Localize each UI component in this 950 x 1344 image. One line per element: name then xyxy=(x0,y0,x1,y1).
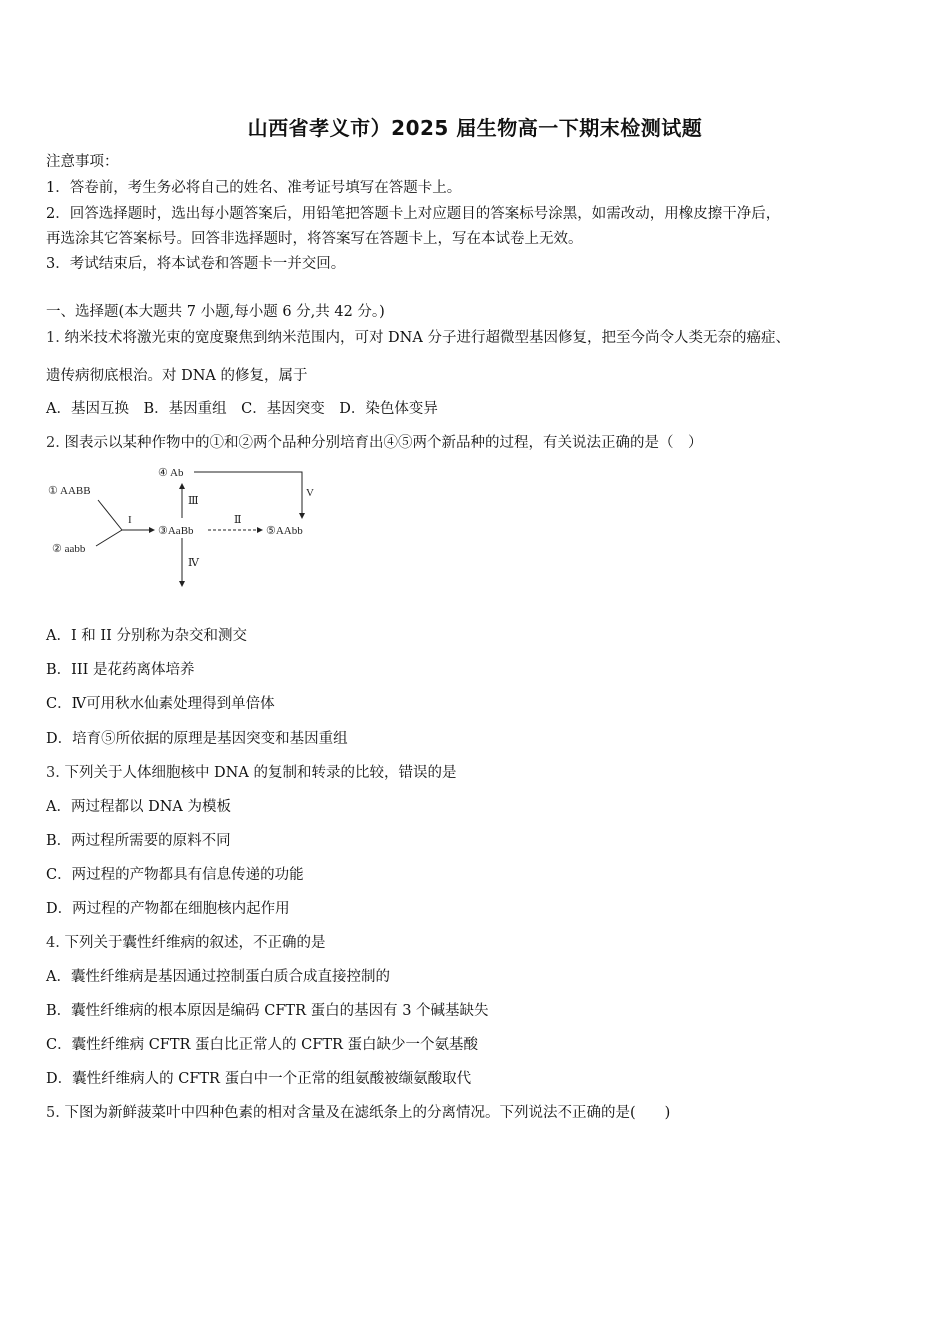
notice-heading: 注意事项： xyxy=(46,154,119,170)
step-label-2: Ⅱ xyxy=(234,514,242,526)
node-aabb-parent: ① AABB xyxy=(48,485,91,497)
cross-line-2 xyxy=(96,530,122,546)
page-title: 山西省孝义市）2025 届生物高一下期末检测试题 xyxy=(247,116,703,140)
question-2-option-c: C．Ⅳ可用秋水仙素处理得到单倍体 xyxy=(46,696,275,712)
question-text: 纳米技术将激光束的宽度聚焦到纳米范围内，可对 DNA 分子进行超微型基因修复，把至今尚令人类无奈的癌症、 xyxy=(64,330,790,346)
node-aabb-f1: ③AaBb xyxy=(158,525,194,537)
question-text: 图表示以某种作物中的①和②两个品种分别培育出④⑤两个新品种的过程，有关说法正确的是（ ） xyxy=(64,435,703,451)
question-2-option-a: A．I 和 II 分别称为杂交和测交 xyxy=(46,628,247,644)
section-heading: 一、选择题(本大题共 7 小题,每小题 6 分,共 42 分。) xyxy=(46,304,385,320)
step-label-3: Ⅲ xyxy=(188,495,199,507)
question-2-option-d: D．培育⑤所依据的原理是基因突变和基因重组 xyxy=(46,731,348,747)
question-2 xyxy=(46,433,702,453)
question-number: 5. xyxy=(46,1105,60,1121)
step-label-5: V xyxy=(306,487,314,499)
node-aabb-new: ⑤AAbb xyxy=(266,525,303,537)
arrow-step-5 xyxy=(194,472,302,518)
notice-item: 再选涂其它答案标号。回答非选择题时，将答案写在答题卡上，写在本试卷上无效。 xyxy=(46,231,583,247)
question-4-option-c: C．囊性纤维病 CFTR 蛋白比正常人的 CFTR 蛋白缺少一个氨基酸 xyxy=(46,1037,479,1053)
question-3 xyxy=(46,763,456,783)
cross-line-1 xyxy=(98,500,122,530)
notice-item: 1．答卷前，考生务必将自己的姓名、准考证号填写在答题卡上。 xyxy=(46,180,462,196)
question-2-option-b: B．III 是花药离体培养 xyxy=(46,662,195,678)
question-1-text-cont: 遗传病彻底根治。对 DNA 的修复，属于 xyxy=(46,368,308,384)
question-4-option-b: B．囊性纤维病的根本原因是编码 CFTR 蛋白的基因有 3 个碱基缺失 xyxy=(46,1003,489,1019)
question-3-option-b: B．两过程所需要的原料不同 xyxy=(46,833,231,849)
notice-item: 3．考试结束后，将本试卷和答题卡一并交回。 xyxy=(46,256,346,272)
question-4-option-d: D．囊性纤维病人的 CFTR 蛋白中一个正常的组氨酸被缬氨酸取代 xyxy=(46,1071,472,1087)
question-text: 下列关于囊性纤维病的叙述，不正确的是 xyxy=(64,935,326,951)
question-text: 下列关于人体细胞核中 DNA 的复制和转录的比较，错误的是 xyxy=(64,765,457,781)
question-number: 3. xyxy=(46,765,60,781)
step-label-1: I xyxy=(128,514,132,526)
breeding-diagram xyxy=(46,462,326,592)
question-number: 2. xyxy=(46,435,60,451)
question-3-option-c: C．两过程的产物都具有信息传递的功能 xyxy=(46,867,304,883)
node-aabb-recessive: ② aabb xyxy=(52,543,86,555)
question-3-option-a: A．两过程都以 DNA 为模板 xyxy=(46,799,231,815)
node-ab-haploid: ④ Ab xyxy=(158,467,184,479)
question-4-option-a: A．囊性纤维病是基因通过控制蛋白质合成直接控制的 xyxy=(46,969,390,985)
step-label-4: Ⅳ xyxy=(188,557,199,569)
question-1-options: A．基因互换 B．基因重组 C．基因突变 D．染色体变异 xyxy=(46,401,438,417)
question-number: 4. xyxy=(46,935,60,951)
question-number: 1. xyxy=(46,330,60,346)
question-text: 下图为新鲜菠菜叶中四种色素的相对含量及在滤纸条上的分离情况。下列说法不正确的是( ) xyxy=(64,1105,671,1121)
question-1 xyxy=(46,328,790,348)
question-3-option-d: D．两过程的产物都在细胞核内起作用 xyxy=(46,901,290,917)
notice-item: 2．回答选择题时，选出每小题答案后，用铅笔把答题卡上对应题目的答案标号涂黑，如需改动，用橡皮擦干净后， xyxy=(46,206,781,222)
question-4 xyxy=(46,933,325,953)
question-5 xyxy=(46,1103,670,1123)
